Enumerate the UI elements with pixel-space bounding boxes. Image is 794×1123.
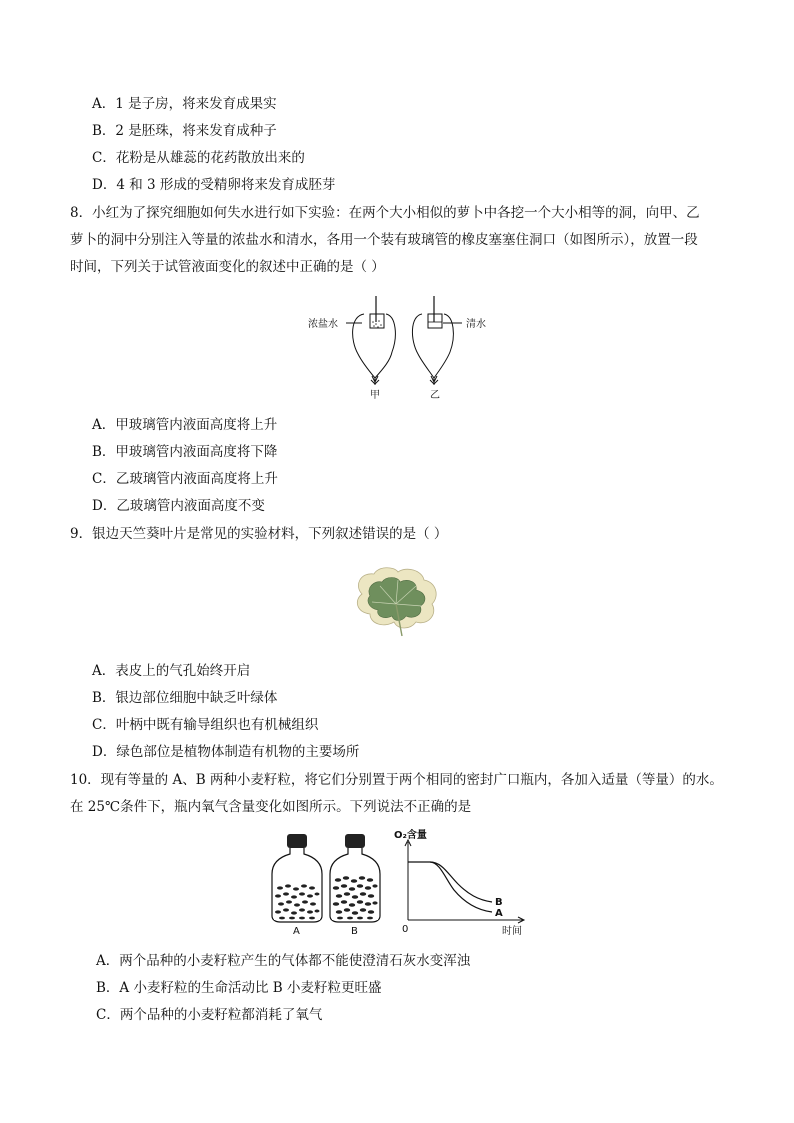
q9-option-b: B．银边部位细胞中缺乏叶绿体 bbox=[92, 690, 278, 706]
jar-b bbox=[330, 834, 380, 937]
q8-stem-line3: 时间，下列关于试管液面变化的叙述中正确的是（ ） bbox=[70, 259, 385, 275]
q8-stem-line2: 萝卜的洞中分别注入等量的浓盐水和清水，各用一个装有玻璃管的橡皮塞塞住洞口（如图所示），放置一段 bbox=[70, 232, 698, 248]
q9-option-a: A．表皮上的气孔始终开启 bbox=[92, 663, 251, 679]
variegated-geranium-leaf-image bbox=[344, 564, 444, 644]
q9-option-d: D．绿色部位是植物体制造有机物的主要场所 bbox=[92, 744, 360, 760]
x-axis-label: 时间 bbox=[502, 926, 522, 937]
jar-a bbox=[272, 834, 322, 937]
label-yi: 乙 bbox=[430, 390, 440, 401]
radish-jia bbox=[308, 296, 395, 401]
q7-option-c: C．花粉是从雄蕊的花药散放出来的 bbox=[92, 150, 305, 166]
label-jia: 甲 bbox=[370, 390, 380, 401]
y-axis-label: O₂含量 bbox=[394, 830, 427, 841]
q7-option-d: D．4 和 3 形成的受精卵将来发育成胚芽 bbox=[92, 177, 336, 193]
q10-stem-line1: 10．现有等量的 A、B 两种小麦籽粒，将它们分别置于两个相同的密封广口瓶内，各加入适量（等量）的水。 bbox=[70, 772, 723, 788]
curve-a-label: A bbox=[495, 908, 503, 919]
q8-option-a: A．甲玻璃管内液面高度将上升 bbox=[92, 417, 278, 433]
jar-b-label: B bbox=[351, 926, 358, 937]
curve-b bbox=[408, 862, 492, 902]
label-clear-water: 清水 bbox=[466, 319, 486, 330]
q7-option-a: A．1 是子房，将来发育成果实 bbox=[92, 96, 277, 112]
q8-option-b: B．甲玻璃管内液面高度将下降 bbox=[92, 444, 278, 460]
q9-stem: 9．银边天竺葵叶片是常见的实验材料，下列叙述错误的是（ ） bbox=[70, 526, 448, 542]
q8-stem-line1: 8．小红为了探究细胞如何失水进行如下实验：在两个大小相似的萝卜中各挖一个大小相等的洞，向甲、乙 bbox=[70, 205, 700, 221]
q8-option-c: C．乙玻璃管内液面高度将上升 bbox=[92, 471, 278, 487]
radish-yi bbox=[412, 296, 486, 401]
q10-option-b: B．A 小麦籽粒的生命活动比 B 小麦籽粒更旺盛 bbox=[96, 980, 382, 996]
label-concentrated-salt-water: 浓盐水 bbox=[308, 319, 338, 330]
q8-option-d: D．乙玻璃管内液面高度不变 bbox=[92, 498, 265, 514]
radish-experiment-figure bbox=[300, 292, 500, 404]
oxygen-content-graph bbox=[394, 828, 524, 937]
q10-option-a: A．两个品种的小麦籽粒产生的气体都不能使澄清石灰水变浑浊 bbox=[96, 953, 471, 969]
jar-a-label: A bbox=[293, 926, 300, 937]
q9-option-c: C．叶柄中既有输导组织也有机械组织 bbox=[92, 717, 319, 733]
q10-option-c: C．两个品种的小麦籽粒都消耗了氧气 bbox=[96, 1007, 323, 1023]
wheat-oxygen-figure bbox=[262, 826, 532, 938]
q10-stem-line2: 在 25℃条件下，瓶内氧气含量变化如图所示。下列说法不正确的是 bbox=[70, 799, 472, 815]
origin-label: 0 bbox=[402, 924, 409, 935]
curve-b-label: B bbox=[495, 897, 503, 908]
q7-option-b: B．2 是胚珠，将来发育成种子 bbox=[92, 123, 277, 139]
